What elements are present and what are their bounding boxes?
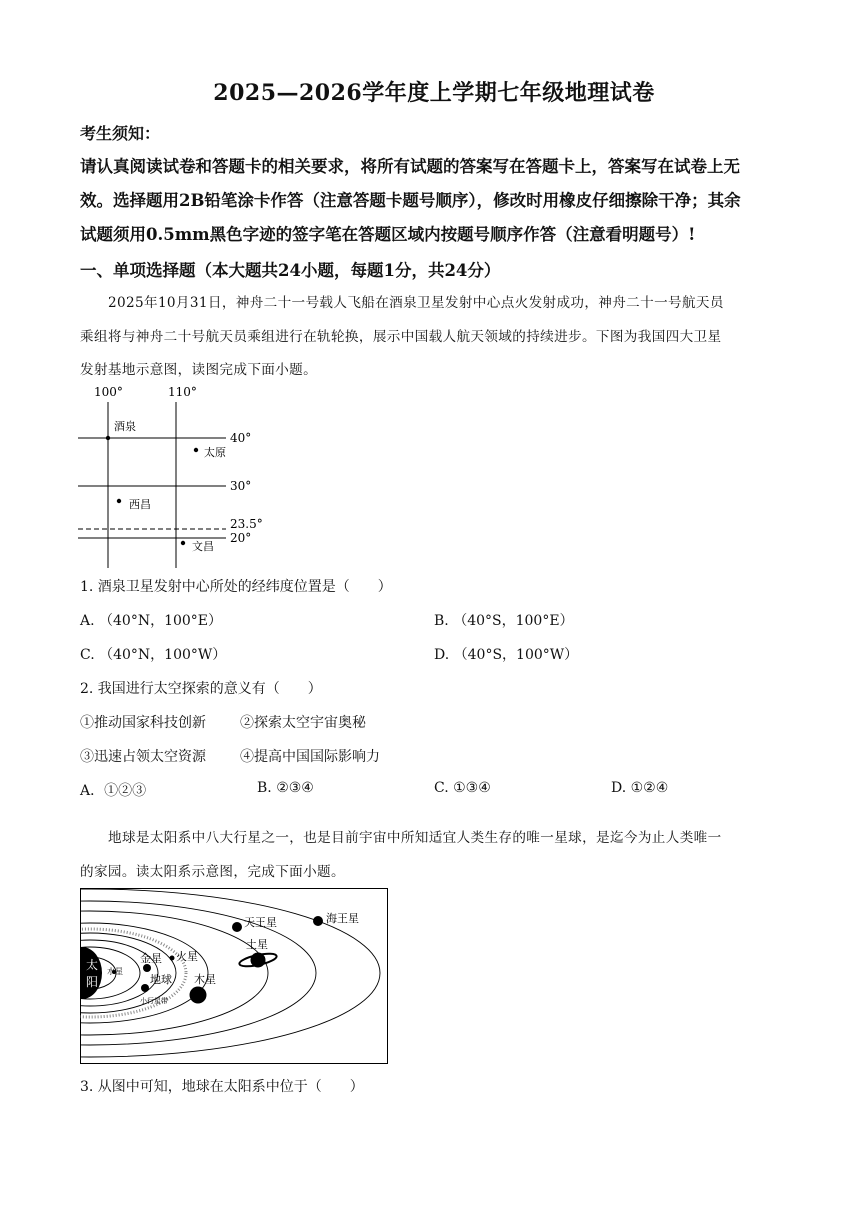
q2-stem: 2. 我国进行太空探索的意义有（ ） — [80, 681, 322, 697]
notice-line-2: 效。选择题用2B铅笔涂卡作答（注意答题卡题号顺序），修改时用橡皮仔细擦除干净；其余 — [80, 191, 741, 210]
q2-option-b: B. ②③④ — [257, 780, 314, 796]
site-wenchang-dot — [181, 541, 185, 545]
passage1-line-3: 发射基地示意图，读图完成下面小题。 — [80, 362, 318, 378]
q2-item-4: ④提高中国国际影响力 — [240, 749, 380, 765]
q1-option-a: A. （40°N，100°E） — [80, 613, 223, 629]
exam-title: 2025—2026学年度上学期七年级地理试卷 — [213, 80, 655, 106]
q1-option-d: D. （40°S，100°W） — [434, 647, 579, 663]
section-heading: 一、单项选择题（本大题共24小题，每题1分，共24分） — [80, 261, 501, 280]
lon-label-100: 100° — [94, 385, 123, 399]
earth-label: 地球 — [150, 973, 172, 986]
q2-item-3: ③迅速占领太空资源 — [80, 749, 206, 765]
notice-heading: 考生须知： — [80, 124, 161, 143]
neptune-icon — [313, 916, 323, 926]
q3-stem: 3. 从图中可知，地球在太阳系中位于（ ） — [80, 1079, 364, 1095]
passage1-line-1: 2025年10月31日，神舟二十一号载人飞船在酒泉卫星发射中心点火发射成功，神舟二十一号航天员 — [108, 295, 724, 311]
q1-option-b: B. （40°S，100°E） — [434, 613, 574, 629]
jupiter-icon — [190, 987, 207, 1004]
lat-label-40: 40° — [230, 431, 252, 445]
lon-label-110: 110° — [168, 385, 197, 399]
neptune-label: 海王星 — [326, 912, 359, 925]
passage1-line-2: 乘组将与神舟二十号航天员乘组进行在轨轮换，展示中国载人航天领域的持续进步。下图为我国四大卫星 — [80, 329, 722, 345]
lat-label-30: 30° — [230, 479, 252, 493]
venus-label: 金星 — [140, 952, 162, 965]
mercury-label: 水星 — [107, 967, 123, 976]
passage2-line-2: 的家园。读太阳系示意图，完成下面小题。 — [80, 864, 345, 880]
notice-line-1: 请认真阅读试卷和答题卡的相关要求，将所有试题的答案写在答题卡上，答案写在试卷上无 — [80, 157, 740, 176]
lat-label-23-5: 23.5° — [230, 517, 263, 531]
uranus-label: 天王星 — [244, 916, 277, 929]
sun-label-2: 阳 — [86, 975, 99, 989]
jupiter-label: 木星 — [194, 973, 216, 986]
mars-icon — [170, 956, 175, 961]
site-taiyuan-label: 太原 — [204, 446, 226, 459]
venus-icon — [143, 964, 151, 972]
asteroid-belt-label: 小行星带 — [140, 997, 168, 1005]
site-jiuquan-dot — [106, 436, 110, 440]
mars-label: 火星 — [176, 950, 198, 963]
notice-line-3: 试题须用0.5mm黑色字迹的签字笔在答题区域内按题号顺序作答（注意看明题号）! — [80, 225, 696, 244]
site-xichang-dot — [117, 499, 121, 503]
uranus-icon — [232, 922, 242, 932]
saturn-label: 土星 — [246, 938, 268, 951]
q2-option-a: A．①②③ — [80, 783, 147, 799]
site-xichang-label: 西昌 — [129, 498, 151, 511]
site-taiyuan-dot — [194, 448, 198, 452]
q1-option-c: C. （40°N，100°W） — [80, 647, 227, 663]
sun-label-1: 太 — [86, 958, 99, 972]
q1-stem: 1. 酒泉卫星发射中心所处的经纬度位置是（ ） — [80, 579, 392, 595]
q2-item-1: ①推动国家科技创新 — [80, 715, 206, 731]
launch-site-map — [78, 382, 268, 572]
site-jiuquan-label: 酒泉 — [114, 420, 136, 433]
q2-option-c: C. ①③④ — [434, 780, 491, 796]
lat-label-20: 20° — [230, 531, 252, 545]
solar-system-diagram — [80, 888, 388, 1064]
earth-icon — [141, 984, 149, 992]
passage2-line-1: 地球是太阳系中八大行星之一，也是目前宇宙中所知适宜人类生存的唯一星球，是迄今为止人类唯一 — [108, 830, 722, 846]
q2-option-d: D. ①②④ — [611, 780, 669, 796]
site-wenchang-label: 文昌 — [192, 540, 214, 553]
q2-item-2: ②探索太空宇宙奥秘 — [240, 715, 366, 731]
